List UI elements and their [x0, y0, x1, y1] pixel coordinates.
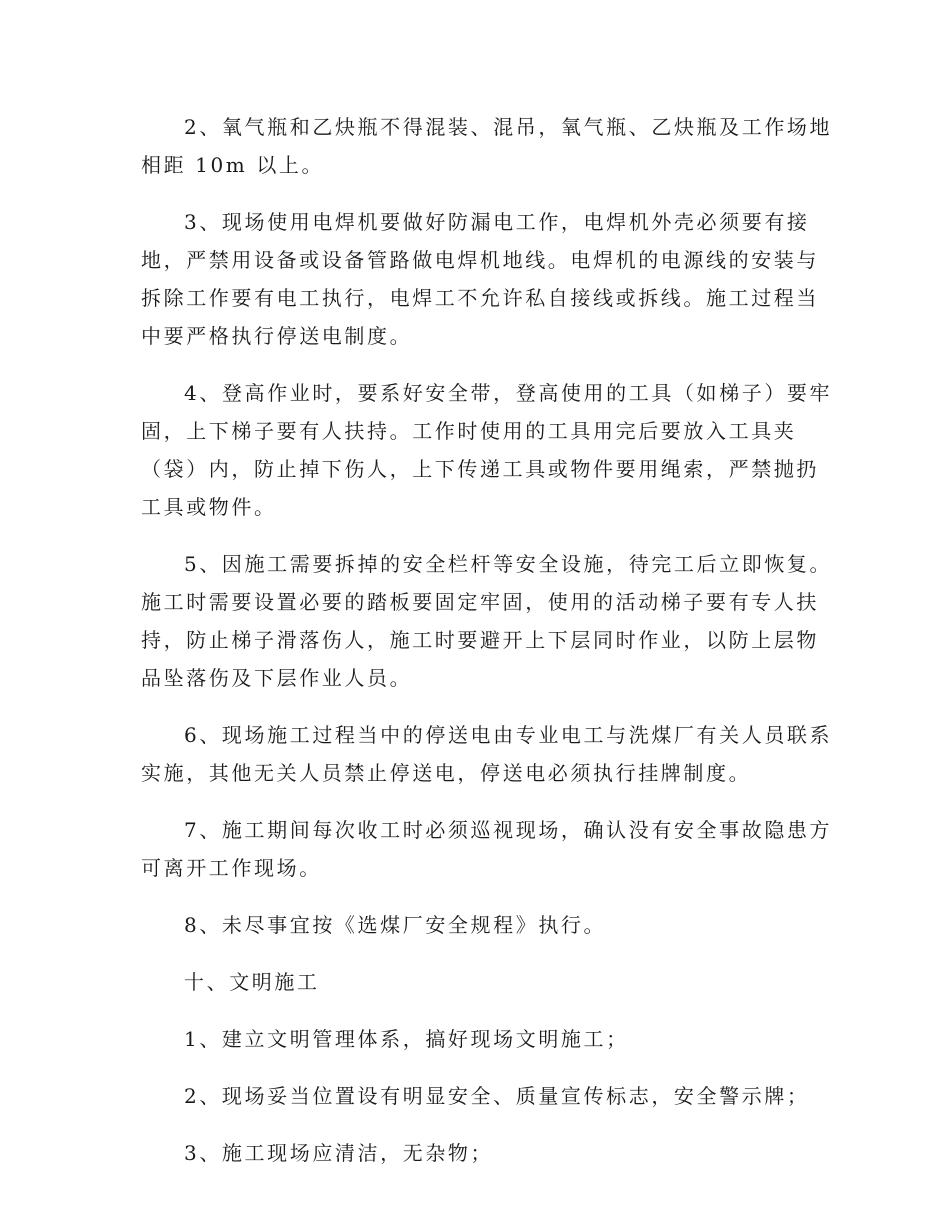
section-heading-text: 十、文明施工	[184, 970, 320, 994]
text-line: 3、施工现场应清洁，无杂物；	[184, 1141, 494, 1165]
text-line: （袋）内，防止掉下伤人，上下传递工具或物件要用绳索，严禁抛扔	[141, 457, 819, 481]
text-line: 工具或物件。	[141, 495, 277, 519]
text-line: 2、氧气瓶和乙炔瓶不得混装、混吊，氧气瓶、乙炔瓶及工作场地	[184, 115, 833, 139]
section-heading	[141, 963, 809, 1001]
paragraph-item-8	[141, 906, 809, 944]
text-line: 3、现场使用电焊机要做好防漏电工作，电焊机外壳必须要有接	[184, 210, 810, 234]
text-line: 5、因施工需要拆掉的安全栏杆等安全设施，待完工后立即恢复。	[184, 552, 833, 576]
paragraph-item-5	[141, 545, 833, 697]
text-line: 拆除工作要有电工执行，电焊工不允许私自接线或拆线。施工过程当	[141, 286, 819, 310]
text-line: 施工时需要设置必要的踏板要固定牢固，使用的活动梯子要有专人扶	[141, 590, 819, 614]
text-line: 固，上下梯子要有人扶持。工作时使用的工具用完后要放入工具夹	[141, 419, 797, 443]
text-line: 可离开工作现场。	[141, 856, 322, 880]
text-line: 2、现场妥当位置设有明显安全、质量宣传标志，安全警示牌；	[184, 1084, 810, 1108]
paragraph-item-4	[141, 374, 833, 526]
paragraph-item-7	[141, 811, 833, 887]
paragraph-civil-3	[141, 1134, 809, 1172]
text-line: 地，严禁用设备或设备管路做电焊机地线。电焊机的电源线的安装与	[141, 248, 819, 272]
paragraph-civil-2	[141, 1077, 809, 1115]
paragraph-item-2	[141, 108, 833, 184]
text-line: 7、施工期间每次收工时必须巡视现场，确认没有安全事故隐患方	[184, 818, 833, 842]
text-line: 8、未尽事宜按《选煤厂安全规程》执行。	[184, 913, 607, 937]
text-line: 品坠落伤及下层作业人员。	[141, 666, 413, 690]
paragraph-civil-1	[141, 1020, 809, 1058]
text-line: 持，防止梯子滑落伤人，施工时要避开上下层同时作业，以防上层物	[141, 628, 819, 652]
paragraph-item-6	[141, 716, 833, 792]
text-line: 相距 10m 以上。	[141, 153, 325, 177]
text-line: 实施，其他无关人员禁止停送电，停送电必须执行挂牌制度。	[141, 761, 752, 785]
text-line: 6、现场施工过程当中的停送电由专业电工与洗煤厂有关人员联系	[184, 723, 833, 747]
text-line: 中要严格执行停送电制度。	[141, 324, 413, 348]
paragraph-item-3	[141, 203, 819, 355]
text-line: 4、登高作业时，要系好安全带，登高使用的工具（如梯子）要牢	[184, 381, 833, 405]
text-line: 1、建立文明管理体系，搞好现场文明施工；	[184, 1027, 629, 1051]
document-body	[141, 108, 833, 1191]
